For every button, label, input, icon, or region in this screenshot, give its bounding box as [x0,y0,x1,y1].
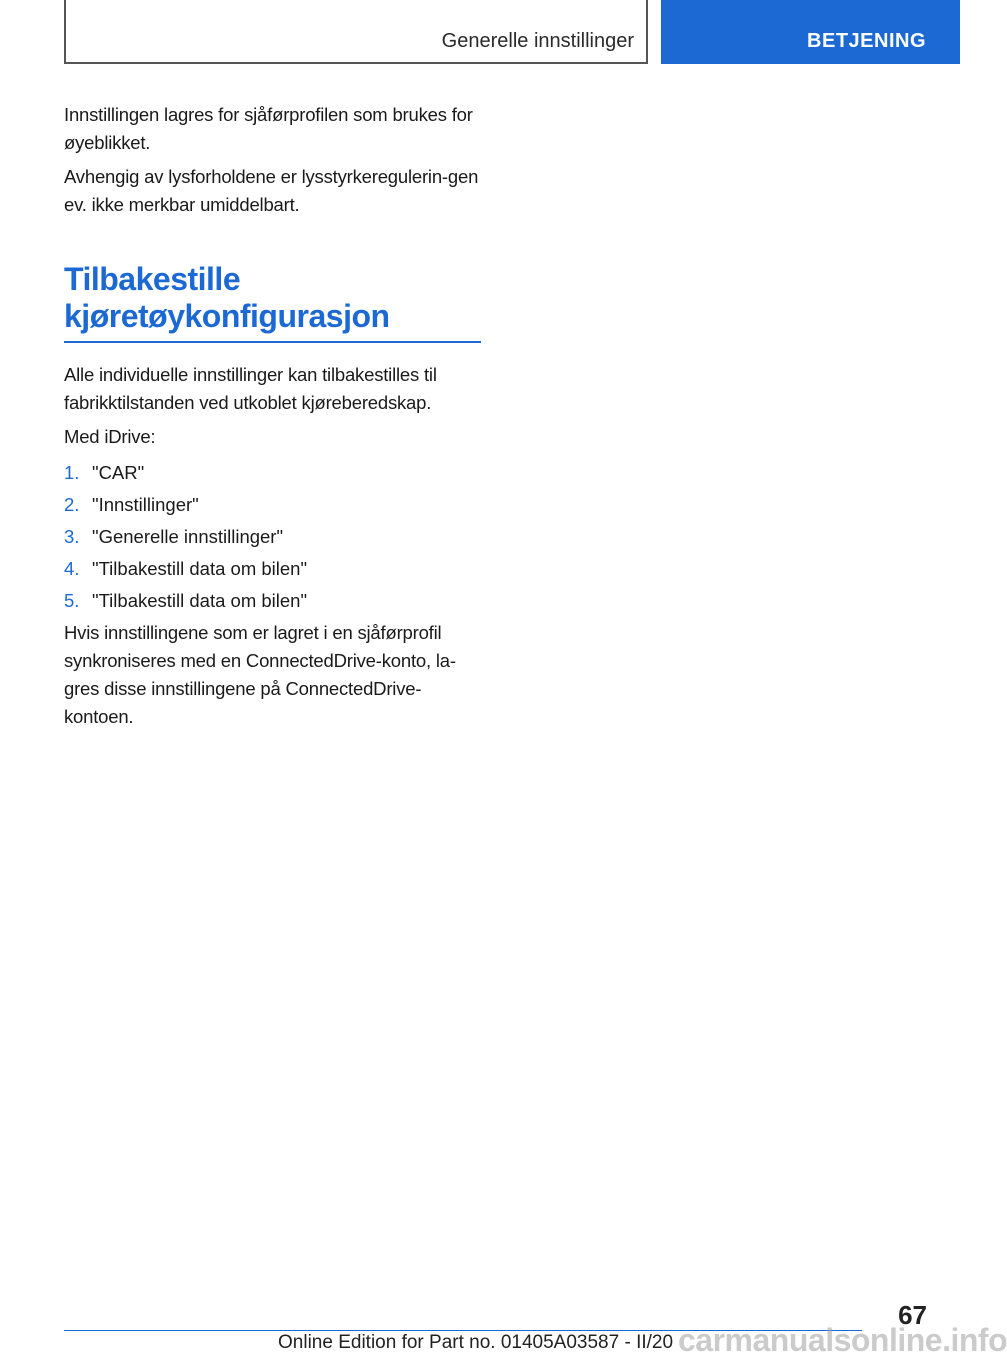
step-text: "Generelle innstillinger" [92,526,284,547]
header-chapter-tab [661,0,960,64]
step-text: "Tilbakestill data om bilen" [92,590,308,611]
step-text: "Innstillinger" [92,494,199,515]
header-chapter-label: BETJENING [807,30,926,52]
list-item [64,523,484,551]
list-item [64,491,484,519]
step-number: 2. [64,494,80,515]
section-paragraph-2: Med iDrive: [64,426,156,447]
header-section-box [64,0,648,64]
step-number: 1. [64,462,80,483]
watermark: carmanualsonline.info [678,1322,1007,1358]
list-item [64,555,484,583]
list-item [64,459,484,487]
step-text: "CAR" [92,462,145,483]
edition-text: Online Edition for Part no. 01405A03587 - II/20 [278,1332,674,1353]
step-number: 5. [64,590,80,611]
step-number: 3. [64,526,80,547]
section-paragraph-3: Hvis innstillingene som er lagret i en sjåførprofil synkroniseres med en ConnectedDrive-konto, la-gres disse innstillingene på ConnectedDrive-kontoen. [64,622,456,727]
main-content [64,101,484,737]
intro-paragraph-2: Avhengig av lysforholdene er lysstyrkeregulerin-gen ev. ikke merkbar umiddelbart. [64,166,479,215]
step-number: 4. [64,558,80,579]
step-text: "Tilbakestill data om bilen" [92,558,308,579]
list-item [64,587,484,615]
header-section-title: Generelle innstillinger [441,30,634,52]
section-paragraph-1: Alle individuelle innstillinger kan tilbakestilles til fabrikktilstanden ved utkoblet kjøreberedskap. [64,364,437,413]
heading-underline [64,341,481,343]
idrive-steps-list [64,459,484,615]
section-heading: Tilbakestille kjøretøykonfigurasjon [64,261,390,334]
page-number: 67 [898,1300,927,1330]
intro-paragraph-1: Innstillingen lagres for sjåførprofilen som brukes for øyeblikket. [64,104,473,153]
